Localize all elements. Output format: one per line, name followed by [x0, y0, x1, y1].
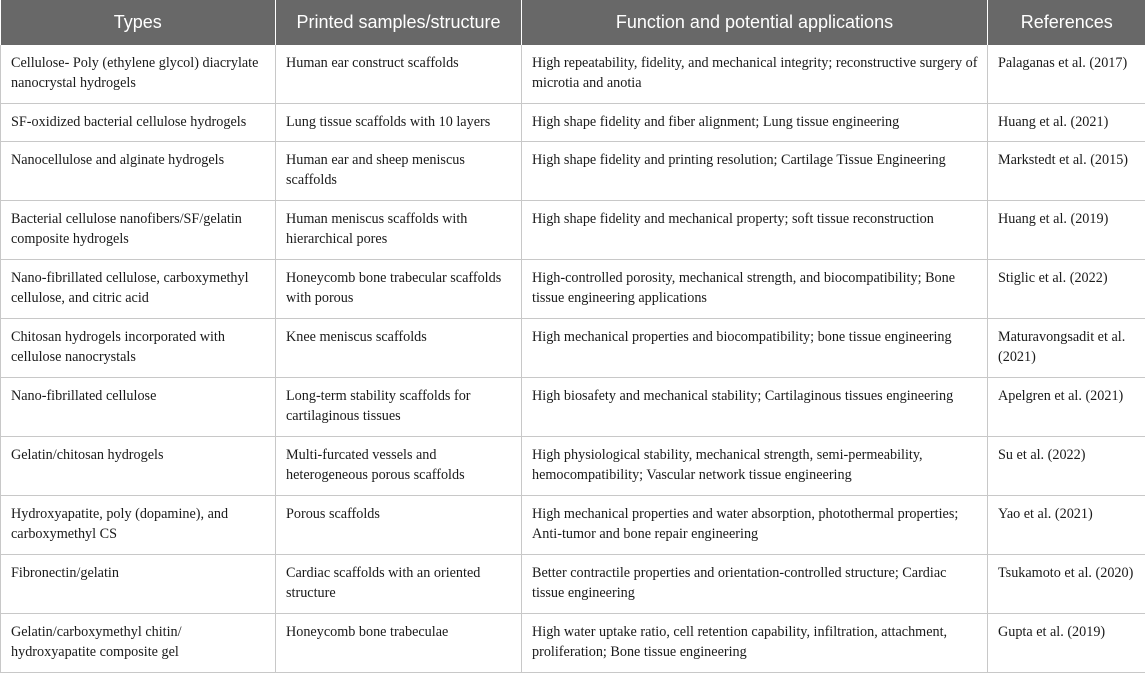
- table-row: [1, 614, 1145, 673]
- cell-type: Fibronectin/gelatin: [1, 555, 276, 614]
- cell-printed-sample: Honeycomb bone trabeculae: [276, 614, 522, 673]
- cell-reference: Markstedt et al. (2015): [988, 142, 1145, 201]
- cell-type: Nano-fibrillated cellulose: [1, 378, 276, 437]
- table-row: [1, 496, 1145, 555]
- cell-function: High-controlled porosity, mechanical strength, and biocompatibility; Bone tissue engineering applications: [522, 260, 988, 319]
- table-body: [1, 45, 1145, 673]
- cell-type: Nanocellulose and alginate hydrogels: [1, 142, 276, 201]
- cell-function: High shape fidelity and printing resolution; Cartilage Tissue Engineering: [522, 142, 988, 201]
- cell-function: High repeatability, fidelity, and mechanical integrity; reconstructive surgery of microtia and anotia: [522, 45, 988, 104]
- cell-printed-sample: Porous scaffolds: [276, 496, 522, 555]
- header-types: Types: [1, 0, 276, 45]
- cell-reference: Stiglic et al. (2022): [988, 260, 1145, 319]
- cell-function: High shape fidelity and mechanical property; soft tissue reconstruction: [522, 201, 988, 260]
- cell-reference: Tsukamoto et al. (2020): [988, 555, 1145, 614]
- cell-function: High water uptake ratio, cell retention capability, infiltration, attachment, proliferation; Bone tissue engineering: [522, 614, 988, 673]
- cell-type: Nano-fibrillated cellulose, carboxymethyl cellulose, and citric acid: [1, 260, 276, 319]
- cell-function: Better contractile properties and orientation-controlled structure; Cardiac tissue engineering: [522, 555, 988, 614]
- cell-reference: Gupta et al. (2019): [988, 614, 1145, 673]
- table-row: [1, 555, 1145, 614]
- cell-reference: Su et al. (2022): [988, 437, 1145, 496]
- cell-type: Hydroxyapatite, poly (dopamine), and carboxymethyl CS: [1, 496, 276, 555]
- cell-printed-sample: Human ear and sheep meniscus scaffolds: [276, 142, 522, 201]
- cell-printed-sample: Long-term stability scaffolds for cartilaginous tissues: [276, 378, 522, 437]
- cell-function: High mechanical properties and biocompatibility; bone tissue engineering: [522, 319, 988, 378]
- cell-function: High physiological stability, mechanical strength, semi-permeability, hemocompatibility; Vascular network tissue engineering: [522, 437, 988, 496]
- table-row: [1, 45, 1145, 104]
- cell-type: SF-oxidized bacterial cellulose hydrogels: [1, 104, 276, 142]
- cell-type: Cellulose- Poly (ethylene glycol) diacrylate nanocrystal hydrogels: [1, 45, 276, 104]
- cell-printed-sample: Knee meniscus scaffolds: [276, 319, 522, 378]
- header-references: References: [988, 0, 1145, 45]
- cell-reference: Huang et al. (2019): [988, 201, 1145, 260]
- cell-type: Gelatin/carboxymethyl chitin/ hydroxyapatite composite gel: [1, 614, 276, 673]
- table-row: [1, 260, 1145, 319]
- cell-printed-sample: Human meniscus scaffolds with hierarchical pores: [276, 201, 522, 260]
- cell-reference: Yao et al. (2021): [988, 496, 1145, 555]
- header-function: Function and potential applications: [522, 0, 988, 45]
- cell-reference: Apelgren et al. (2021): [988, 378, 1145, 437]
- cell-reference: Palaganas et al. (2017): [988, 45, 1145, 104]
- cell-printed-sample: Human ear construct scaffolds: [276, 45, 522, 104]
- table-header: [1, 0, 1145, 45]
- cell-type: Bacterial cellulose nanofibers/SF/gelatin composite hydrogels: [1, 201, 276, 260]
- cell-function: High biosafety and mechanical stability; Cartilaginous tissues engineering: [522, 378, 988, 437]
- table-row: [1, 201, 1145, 260]
- cell-printed-sample: Lung tissue scaffolds with 10 layers: [276, 104, 522, 142]
- cell-type: Gelatin/chitosan hydrogels: [1, 437, 276, 496]
- table-row: [1, 319, 1145, 378]
- cell-reference: Maturavongsadit et al. (2021): [988, 319, 1145, 378]
- cell-type: Chitosan hydrogels incorporated with cellulose nanocrystals: [1, 319, 276, 378]
- cell-function: High shape fidelity and fiber alignment; Lung tissue engineering: [522, 104, 988, 142]
- header-printed-samples: Printed samples/structure: [276, 0, 522, 45]
- table-row: [1, 378, 1145, 437]
- cell-printed-sample: Multi-furcated vessels and heterogeneous porous scaffolds: [276, 437, 522, 496]
- table-row: [1, 142, 1145, 201]
- header-row: [1, 0, 1145, 45]
- cell-printed-sample: Cardiac scaffolds with an oriented structure: [276, 555, 522, 614]
- cell-function: High mechanical properties and water absorption, photothermal properties; Anti-tumor and bone repair engineering: [522, 496, 988, 555]
- cell-reference: Huang et al. (2021): [988, 104, 1145, 142]
- table-row: [1, 104, 1145, 142]
- cell-printed-sample: Honeycomb bone trabecular scaffolds with porous: [276, 260, 522, 319]
- table-row: [1, 437, 1145, 496]
